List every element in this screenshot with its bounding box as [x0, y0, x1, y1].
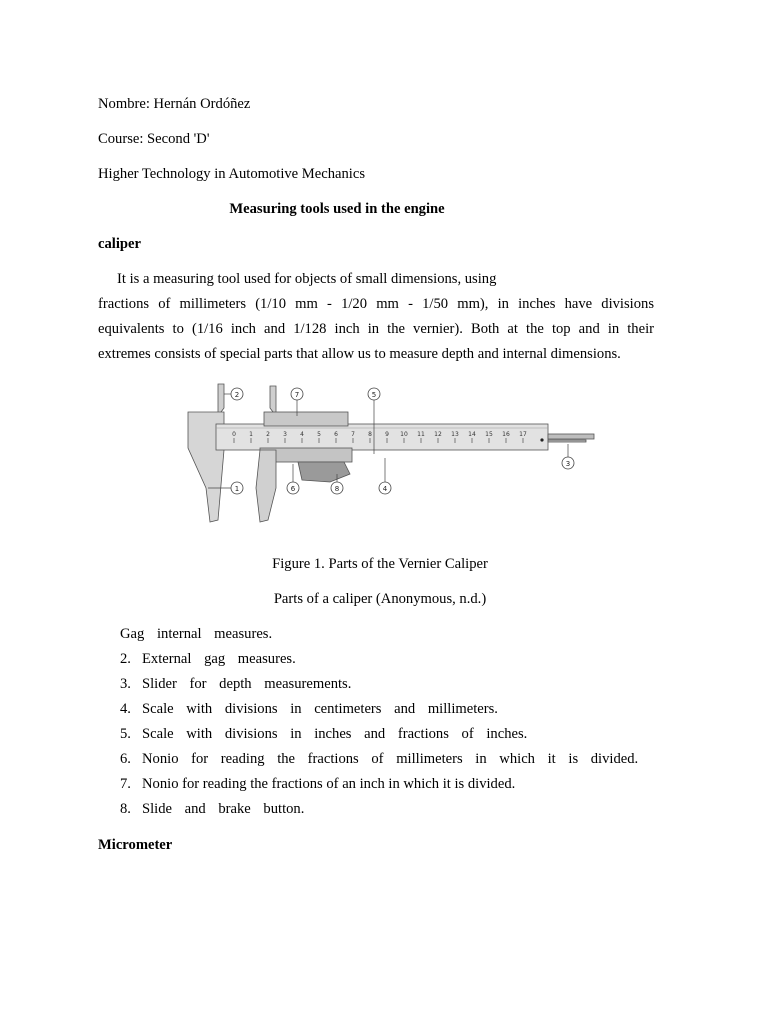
list-item	[120, 701, 498, 718]
callout-label: 7	[294, 391, 300, 399]
list-item	[120, 651, 296, 668]
list-item-text: Slider for depth measurements.	[142, 676, 352, 692]
program-line: Higher Technology in Automotive Mechanics	[98, 166, 366, 182]
list-item-text: Scale with divisions in inches and fractions of inches.	[142, 726, 528, 742]
scale-number: 8	[368, 431, 372, 438]
author-name: Nombre: Hernán Ordóñez	[98, 96, 251, 112]
scale-number: 7	[351, 431, 355, 438]
list-item	[120, 751, 638, 768]
list-item-number: 2.	[120, 651, 131, 667]
section-heading-micrometer: Micrometer	[98, 837, 173, 853]
scale-number: 14	[468, 431, 476, 438]
scale-number: 11	[417, 431, 425, 438]
scale-number: 3	[283, 431, 287, 438]
callout-label: 6	[290, 485, 296, 493]
paragraph-line: equivalents to (1/16 inch and 1/128 inch in the vernier). Both at the top and in their	[98, 321, 654, 337]
document-title: Measuring tools used in the engine	[229, 201, 445, 217]
list-item-number: 4.	[120, 701, 131, 717]
paragraph-line: It is a measuring tool used for objects of small dimensions, using	[117, 271, 497, 287]
list-item-number: 8.	[120, 801, 131, 817]
callout-label: 3	[565, 460, 571, 468]
callout-label: 5	[371, 391, 377, 399]
caliper-body	[188, 384, 594, 522]
list-item-text: Nonio for reading the fractions of an inch in which it is divided.	[142, 776, 516, 792]
scale-number: 9	[385, 431, 389, 438]
scale-number: 15	[485, 431, 493, 438]
scale-number: 1	[249, 431, 253, 438]
figure-caption: Figure 1. Parts of the Vernier Caliper	[272, 556, 488, 572]
list-item	[120, 676, 351, 693]
callout-label: 4	[382, 485, 388, 493]
callout-label: 2	[234, 391, 240, 399]
figure-source: Parts of a caliper (Anonymous, n.d.)	[273, 591, 487, 607]
scale-number: 5	[317, 431, 321, 438]
list-item-number: 5.	[120, 726, 131, 742]
list-item	[120, 626, 272, 643]
callout-label: 8	[334, 485, 340, 493]
scale-number: 4	[300, 431, 304, 438]
list-item	[120, 801, 304, 818]
callout-label: 1	[234, 485, 240, 493]
list-item	[120, 726, 527, 743]
list-item-text: Scale with divisions in centimeters and millimeters.	[142, 701, 498, 717]
scale-number: 13	[451, 431, 459, 438]
list-item-text: Nonio for reading the fractions of millimeters in which it is divided.	[142, 751, 639, 767]
list-item	[120, 776, 515, 793]
scale-number: 16	[502, 431, 510, 438]
list-item-number: 7.	[120, 776, 131, 792]
section-heading-caliper: caliper	[98, 236, 141, 252]
paragraph-line: extremes consists of special parts that allow us to measure depth and internal dimensions.	[98, 346, 621, 362]
scale-number: 10	[400, 431, 408, 438]
list-item-number: 3.	[120, 676, 131, 692]
list-item-number: 6.	[120, 751, 131, 767]
scale-number: 6	[334, 431, 338, 438]
scale-number: 0	[232, 431, 236, 438]
paragraph-line: fractions of millimeters (1/10 mm - 1/20 mm - 1/50 mm), in inches have divisions	[98, 296, 654, 312]
course-line: Course: Second 'D'	[98, 131, 210, 147]
list-item-text: Slide and brake button.	[142, 801, 305, 817]
scale-number: 17	[519, 431, 527, 438]
scale-number: 2	[266, 431, 270, 438]
list-item-text: External gag measures.	[142, 651, 296, 667]
scale-number: 12	[434, 431, 442, 438]
depth-rod-pin	[540, 438, 543, 441]
vernier-caliper-figure	[180, 378, 600, 528]
list-item-text: Gag internal measures.	[120, 626, 273, 642]
